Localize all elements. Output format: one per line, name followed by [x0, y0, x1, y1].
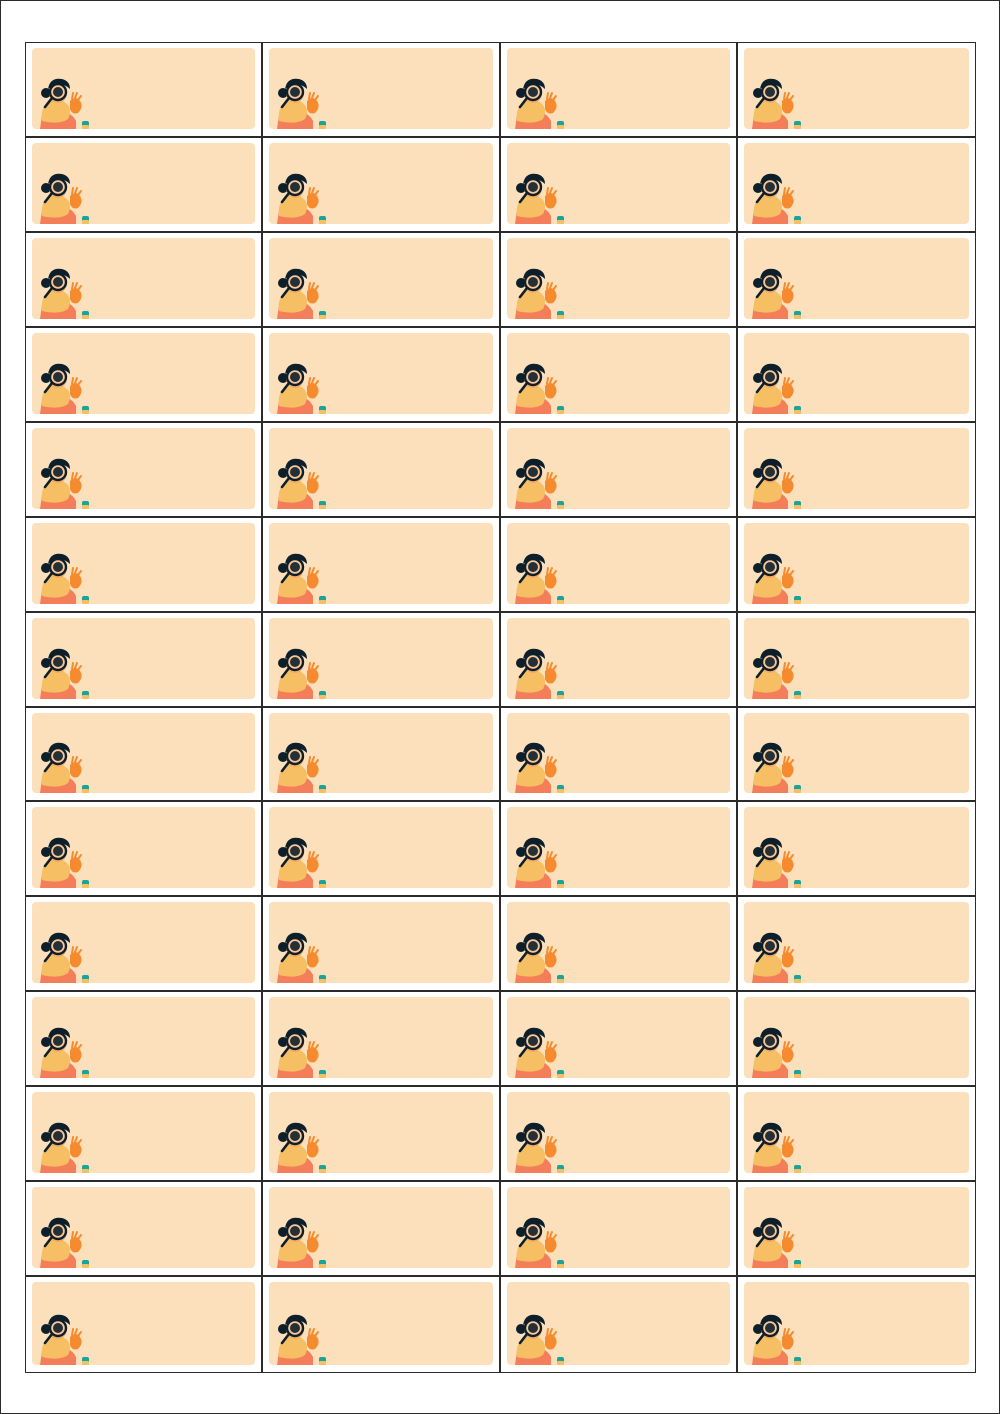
label-cell [738, 518, 975, 613]
label-cell [501, 802, 738, 897]
label-sticker[interactable] [507, 523, 730, 604]
person-with-magnifying-glass-icon [273, 71, 329, 129]
label-cell [738, 1182, 975, 1277]
label-sticker[interactable] [269, 1187, 492, 1268]
person-with-magnifying-glass-icon [511, 261, 567, 319]
person-with-magnifying-glass-icon [273, 261, 329, 319]
label-sticker[interactable] [507, 1187, 730, 1268]
person-with-magnifying-glass-icon [36, 735, 92, 793]
label-cell [263, 992, 500, 1087]
person-with-magnifying-glass-icon [273, 641, 329, 699]
label-cell [738, 708, 975, 803]
label-sticker[interactable] [269, 333, 492, 414]
person-with-magnifying-glass-icon [511, 451, 567, 509]
person-with-magnifying-glass-icon [748, 356, 804, 414]
label-cell [26, 1182, 263, 1277]
label-cell [26, 613, 263, 708]
label-sticker[interactable] [32, 618, 255, 699]
label-sticker[interactable] [744, 618, 969, 699]
label-cell [263, 138, 500, 233]
label-sticker[interactable] [269, 238, 492, 319]
person-with-magnifying-glass-icon [36, 1210, 92, 1268]
person-with-magnifying-glass-icon [748, 735, 804, 793]
label-cell [263, 897, 500, 992]
label-cell [26, 708, 263, 803]
label-sticker[interactable] [32, 523, 255, 604]
person-with-magnifying-glass-icon [273, 356, 329, 414]
label-cell [263, 802, 500, 897]
label-sticker[interactable] [744, 428, 969, 509]
label-sticker[interactable] [507, 1282, 730, 1365]
label-cell [263, 1277, 500, 1372]
person-with-magnifying-glass-icon [36, 1115, 92, 1173]
person-with-magnifying-glass-icon [36, 1020, 92, 1078]
label-cell [738, 613, 975, 708]
label-cell [738, 802, 975, 897]
label-cell [501, 1277, 738, 1372]
person-with-magnifying-glass-icon [273, 925, 329, 983]
person-with-magnifying-glass-icon [36, 925, 92, 983]
label-sticker[interactable] [744, 1187, 969, 1268]
label-sticker[interactable] [32, 428, 255, 509]
label-sticker[interactable] [507, 333, 730, 414]
label-sticker[interactable] [269, 807, 492, 888]
label-cell [26, 897, 263, 992]
label-sticker[interactable] [507, 902, 730, 983]
person-with-magnifying-glass-icon [273, 1020, 329, 1078]
person-with-magnifying-glass-icon [511, 1020, 567, 1078]
label-cell [501, 518, 738, 613]
person-with-magnifying-glass-icon [748, 1020, 804, 1078]
person-with-magnifying-glass-icon [36, 830, 92, 888]
label-cell [738, 328, 975, 423]
label-cell [263, 1087, 500, 1182]
label-cell [501, 1182, 738, 1277]
person-with-magnifying-glass-icon [511, 71, 567, 129]
person-with-magnifying-glass-icon [511, 830, 567, 888]
label-cell [263, 613, 500, 708]
label-sticker[interactable] [744, 807, 969, 888]
label-sticker[interactable] [32, 143, 255, 224]
person-with-magnifying-glass-icon [748, 925, 804, 983]
label-cell [263, 423, 500, 518]
label-cell [738, 1087, 975, 1182]
label-sticker[interactable] [507, 618, 730, 699]
person-with-magnifying-glass-icon [748, 546, 804, 604]
person-with-magnifying-glass-icon [36, 546, 92, 604]
label-sticker[interactable] [744, 997, 969, 1078]
label-cell [26, 802, 263, 897]
label-sticker[interactable] [269, 143, 492, 224]
person-with-magnifying-glass-icon [748, 1210, 804, 1268]
label-sticker[interactable] [32, 1187, 255, 1268]
label-cell [738, 43, 975, 138]
label-sticker[interactable] [32, 1282, 255, 1365]
label-sticker[interactable] [744, 143, 969, 224]
person-with-magnifying-glass-icon [748, 1115, 804, 1173]
label-cell [263, 328, 500, 423]
label-cell [263, 233, 500, 328]
person-with-magnifying-glass-icon [36, 1307, 92, 1365]
label-cell [501, 138, 738, 233]
label-sticker[interactable] [507, 143, 730, 224]
person-with-magnifying-glass-icon [36, 166, 92, 224]
person-with-magnifying-glass-icon [511, 1210, 567, 1268]
label-cell [501, 992, 738, 1087]
person-with-magnifying-glass-icon [511, 166, 567, 224]
label-cell [738, 992, 975, 1087]
label-cell [501, 708, 738, 803]
label-sticker[interactable] [507, 997, 730, 1078]
person-with-magnifying-glass-icon [273, 1115, 329, 1173]
label-sticker[interactable] [507, 1092, 730, 1173]
label-sticker[interactable] [32, 902, 255, 983]
person-with-magnifying-glass-icon [273, 1307, 329, 1365]
person-with-magnifying-glass-icon [273, 735, 329, 793]
label-sticker[interactable] [744, 333, 969, 414]
label-cell [501, 43, 738, 138]
person-with-magnifying-glass-icon [511, 735, 567, 793]
label-cell [738, 1277, 975, 1372]
person-with-magnifying-glass-icon [36, 261, 92, 319]
label-sticker[interactable] [32, 997, 255, 1078]
label-sticker[interactable] [269, 1282, 492, 1365]
label-sticker[interactable] [32, 333, 255, 414]
label-sticker[interactable] [744, 238, 969, 319]
label-sticker[interactable] [744, 1092, 969, 1173]
person-with-magnifying-glass-icon [36, 641, 92, 699]
label-sticker[interactable] [269, 428, 492, 509]
label-cell [26, 43, 263, 138]
label-cell [26, 138, 263, 233]
person-with-magnifying-glass-icon [511, 1307, 567, 1365]
person-with-magnifying-glass-icon [748, 166, 804, 224]
label-sticker[interactable] [507, 807, 730, 888]
label-cell [26, 518, 263, 613]
label-sticker[interactable] [269, 713, 492, 794]
label-sticker[interactable] [744, 1282, 969, 1365]
person-with-magnifying-glass-icon [273, 451, 329, 509]
label-cell [26, 423, 263, 518]
label-cell [263, 43, 500, 138]
person-with-magnifying-glass-icon [511, 641, 567, 699]
label-cell [738, 233, 975, 328]
label-cell [501, 233, 738, 328]
person-with-magnifying-glass-icon [273, 166, 329, 224]
label-cell [263, 518, 500, 613]
person-with-magnifying-glass-icon [748, 641, 804, 699]
label-cell [263, 708, 500, 803]
person-with-magnifying-glass-icon [748, 830, 804, 888]
person-with-magnifying-glass-icon [511, 356, 567, 414]
label-cell [26, 328, 263, 423]
person-with-magnifying-glass-icon [36, 451, 92, 509]
label-sticker[interactable] [269, 997, 492, 1078]
person-with-magnifying-glass-icon [36, 356, 92, 414]
label-sticker[interactable] [744, 902, 969, 983]
label-cell [738, 897, 975, 992]
label-cell [26, 1087, 263, 1182]
label-sticker[interactable] [507, 713, 730, 794]
person-with-magnifying-glass-icon [748, 261, 804, 319]
label-sticker[interactable] [269, 48, 492, 129]
person-with-magnifying-glass-icon [748, 1307, 804, 1365]
label-cell [26, 992, 263, 1087]
person-with-magnifying-glass-icon [273, 830, 329, 888]
label-sticker[interactable] [744, 523, 969, 604]
label-sticker[interactable] [32, 238, 255, 319]
person-with-magnifying-glass-icon [511, 925, 567, 983]
label-sticker[interactable] [744, 713, 969, 794]
label-cell [501, 897, 738, 992]
label-cell [26, 233, 263, 328]
label-sticker[interactable] [269, 618, 492, 699]
label-cell [501, 328, 738, 423]
label-cell [26, 1277, 263, 1372]
label-cell [263, 1182, 500, 1277]
label-sticker[interactable] [507, 238, 730, 319]
label-sticker[interactable] [32, 713, 255, 794]
label-sticker[interactable] [269, 1092, 492, 1173]
label-sticker[interactable] [32, 807, 255, 888]
label-sticker[interactable] [744, 48, 969, 129]
label-sticker[interactable] [507, 48, 730, 129]
label-cell [501, 423, 738, 518]
person-with-magnifying-glass-icon [511, 1115, 567, 1173]
person-with-magnifying-glass-icon [748, 451, 804, 509]
person-with-magnifying-glass-icon [273, 546, 329, 604]
label-sticker[interactable] [507, 428, 730, 509]
label-cell [501, 1087, 738, 1182]
label-sticker[interactable] [269, 523, 492, 604]
label-cell [501, 613, 738, 708]
person-with-magnifying-glass-icon [36, 71, 92, 129]
label-sticker[interactable] [32, 48, 255, 129]
label-grid [25, 42, 976, 1373]
person-with-magnifying-glass-icon [273, 1210, 329, 1268]
label-cell [738, 423, 975, 518]
label-cell [738, 138, 975, 233]
person-with-magnifying-glass-icon [511, 546, 567, 604]
label-sticker[interactable] [32, 1092, 255, 1173]
person-with-magnifying-glass-icon [748, 71, 804, 129]
label-sticker[interactable] [269, 902, 492, 983]
